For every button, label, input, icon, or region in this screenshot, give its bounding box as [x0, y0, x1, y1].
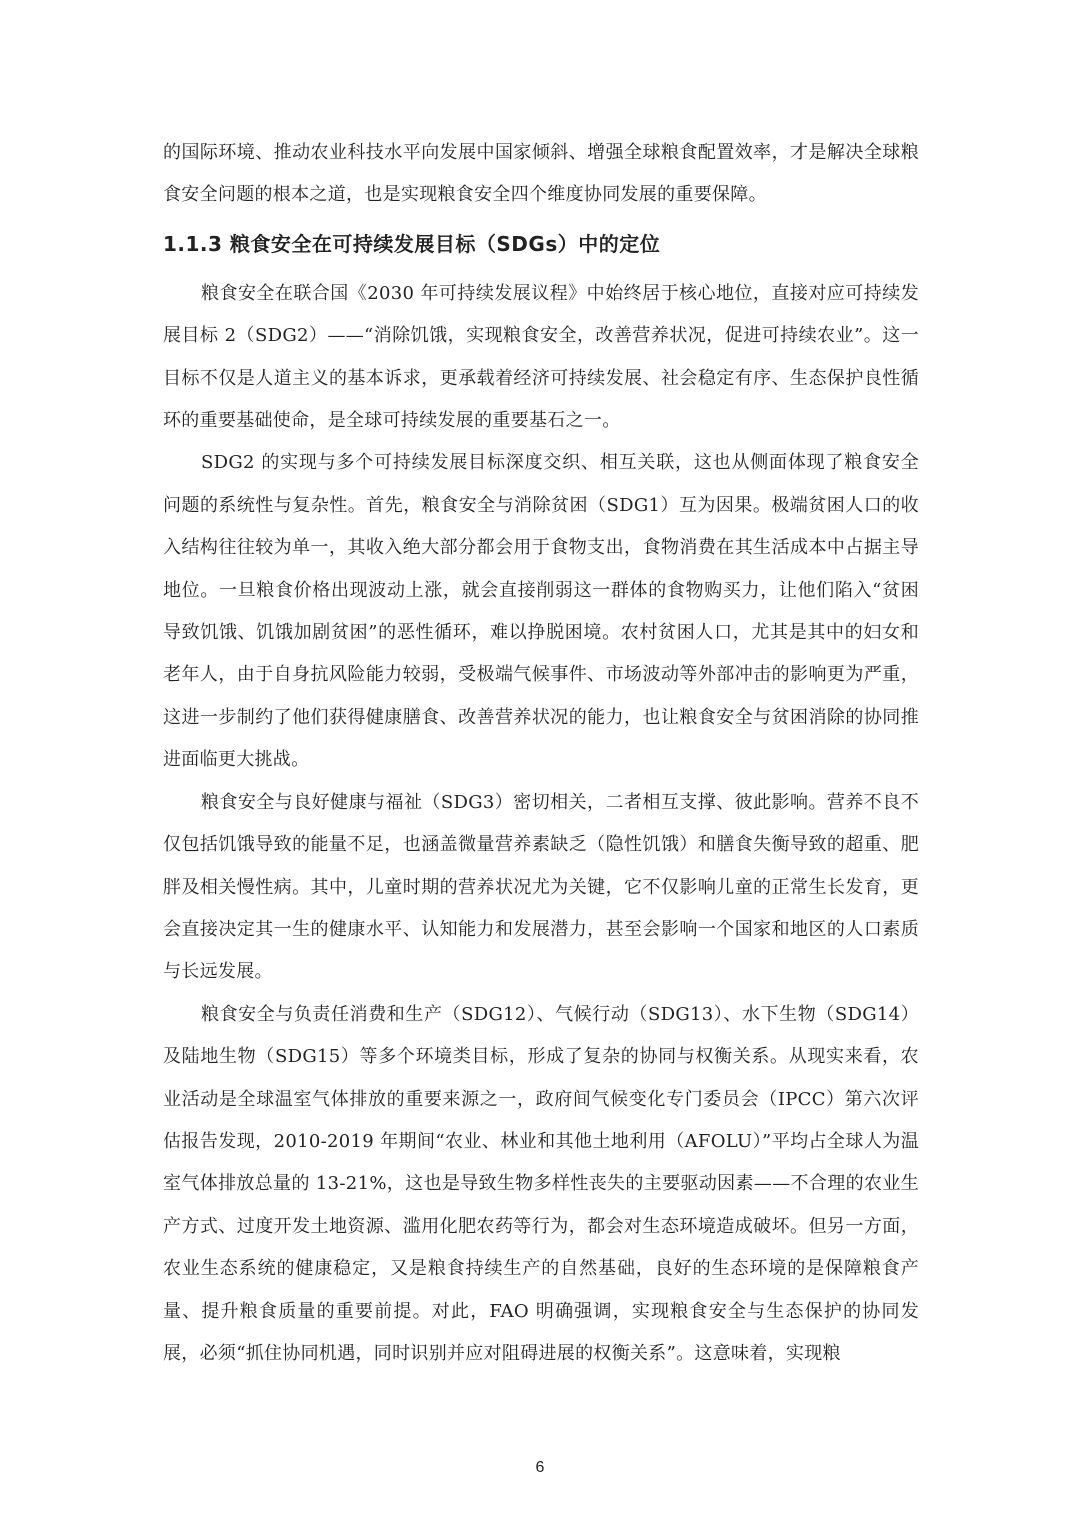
paragraph-sdg1-poverty: SDG2 的实现与多个可持续发展目标深度交织、相互关联，这也从侧面体现了粮食安全问题的系统性与复杂性。首先，粮食安全与消除贫困（SDG1）互为因果。极端贫困人口的收入结构往往较为单一，其收入绝大部分都会用于食物支出，食物消费在其生活成本中占据主导地位。一旦粮食价格出现波动上涨，就会直接削弱这一群体的食物购买力，让他们陷入“贫困导致饥饿、饥饿加剧贫困”的恶性循环，难以挣脱困境。农村贫困人口，尤其是其中的妇女和老年人，由于自身抗风险能力较弱，受极端气候事件、市场波动等外部冲击的影响更为严重，这进一步制约了他们获得健康膳食、改善营养状况的能力，也让粮食安全与贫困消除的协同推进面临更大挑战。 — [163, 452, 919, 771]
page-number: 6 — [535, 1459, 545, 1476]
paragraph-continued: 的国际环境、推动农业科技水平向发展中国家倾斜、增强全球粮食配置效率，才是解决全球粮食安全问题的根本之道，也是实现粮食安全四个维度协同发展的重要保障。 — [163, 142, 919, 206]
paragraph-environment-goals: 粮食安全与负责任消费和生产（SDG12）、气候行动（SDG13）、水下生物（SDG14）及陆地生物（SDG15）等多个环境类目标，形成了复杂的协同与权衡关系。从现实来看，农业活动是全球温室气体排放的重要来源之一，政府间气候变化专门委员会（IPCC）第六次评估报告发现，2010-2019 年期间“农业、林业和其他土地利用（AFOLU）”平均占全球人为温室气体排放总量的 13-21%，这也是导致生物多样性丧失的主要驱动因素——不合理的农业生产方式、过度开发土地资源、滥用化肥农药等行为，都会对生态环境造成破坏。但另一方面，农业生态系统的健康稳定，又是粮食持续生产的自然基础，良好的生态环境的是保障粮食产量、提升粮食质量的重要前提。对此，FAO 明确强调，实现粮食安全与生态保护的协同发展，必须“抓住协同机遇，同时识别并应对阻碍进展的权衡关系”。这意味着，实现粮 — [163, 1003, 919, 1364]
paragraph-sdg3-health: 粮食安全与良好健康与福祉（SDG3）密切相关，二者相互支撑、彼此影响。营养不良不仅包括饥饿导致的能量不足，也涵盖微量营养素缺乏（隐性饥饿）和膳食失衡导致的超重、肥胖及相关慢性病。其中，儿童时期的营养状况尤为关键，它不仅影响儿童的正常生长发育，更会直接决定其一生的健康水平、认知能力和发展潜力，甚至会影响一个国家和地区的人口素质与长远发展。 — [163, 791, 919, 983]
page-body — [163, 132, 919, 1375]
section-heading: 1.1.3 粮食安全在可持续发展目标（SDGs）中的定位 — [163, 231, 661, 256]
paragraph-sdg2-definition: 粮食安全在联合国《2030 年可持续发展议程》中始终居于核心地位，直接对应可持续发展目标 2（SDG2）——“消除饥饿，实现粮食安全，改善营养状况，促进可持续农业”。这一目标不仅是人道主义的基本诉求，更承载着经济可持续发展、社会稳定有序、生态保护良性循环的重要基础使命，是全球可持续发展的重要基石之一。 — [163, 282, 919, 432]
